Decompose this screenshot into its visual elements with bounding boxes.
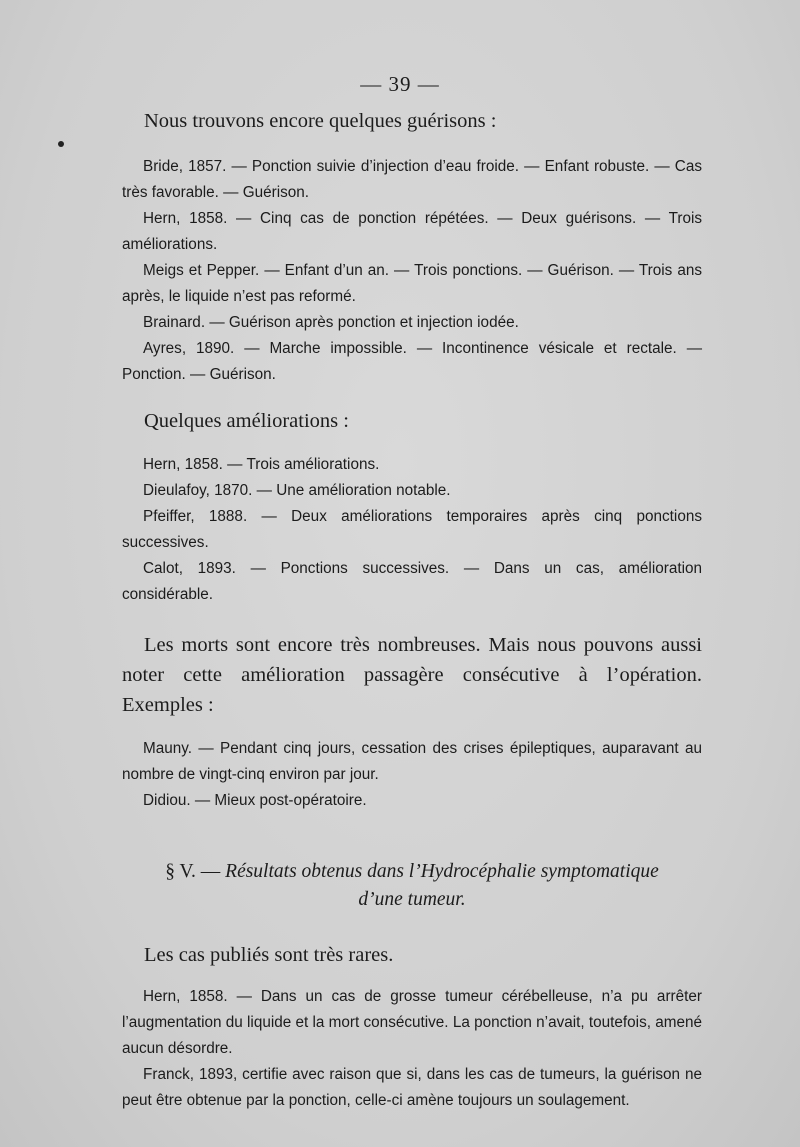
section-title-line2: d’une tumeur. xyxy=(358,889,466,910)
tumor-case-entry: Hern, 1858. — Dans un cas de grosse tumeur cérébelleuse, n’a pu arrêter l’augmentation du liquide et la mort consécutive. La ponction n’avait, toutefois, amené aucun désordre. xyxy=(122,988,702,1057)
examples-list xyxy=(122,736,702,814)
improvement-entry: Pfeiffer, 1888. — Deux améliorations temporaires après cinq ponctions successives. xyxy=(122,508,702,551)
example-entry: Mauny. — Pendant cinq jours, cessation des crises épileptiques, auparavant au nombre de vingt-cinq environ par jour. xyxy=(122,740,702,783)
cure-entry: Ayres, 1890. — Marche impossible. — Incontinence vésicale et rectale. — Ponction. — Guérison. xyxy=(122,340,702,383)
page-number: — 39 — xyxy=(360,72,440,96)
tumor-cases-list xyxy=(122,984,702,1114)
cure-entry: Hern, 1858. — Cinq cas de ponction répétées. — Deux guérisons. — Trois améliorations. xyxy=(122,210,702,253)
cure-entry: Brainard. — Guérison après ponction et injection iodée. xyxy=(143,314,519,331)
section-number: § V. — xyxy=(165,861,221,882)
tumor-case-entry: Franck, 1893, certifie avec raison que si, dans les cas de tumeurs, la guérison ne peut être obtenue par la ponction, celle-ci amène toujours un soulagement. xyxy=(122,1066,702,1109)
cure-entry: Bride, 1857. — Ponction suivie d’injection d’eau froide. — Enfant robuste. — Cas très favorable. — Guérison. xyxy=(122,158,702,201)
page-body xyxy=(122,106,702,1114)
margin-dot xyxy=(58,141,64,147)
improvement-entry: Calot, 1893. — Ponctions successives. — Dans un cas, amélioration considérable. xyxy=(122,560,702,603)
example-entry: Didiou. — Mieux post-opératoire. xyxy=(143,792,367,809)
cure-entry: Meigs et Pepper. — Enfant d’un an. — Trois ponctions. — Guérison. — Trois ans après, le liquide n’est pas reformé. xyxy=(122,262,702,305)
cures-list xyxy=(122,154,702,388)
section-title-line1: Résultats obtenus dans l’Hydrocéphalie symptomatique xyxy=(225,861,659,882)
rare-cases: Les cas publiés sont très rares. xyxy=(144,944,394,966)
improvements-intro: Quelques améliorations : xyxy=(144,410,349,432)
improvements-list xyxy=(122,452,702,608)
cures-intro: Nous trouvons encore quelques guérisons : xyxy=(144,110,497,132)
improvement-entry: Hern, 1858. — Trois améliorations. xyxy=(143,456,380,473)
deaths-paragraph: Les morts sont encore très nombreuses. Mais nous pouvons aussi noter cette amélioration passagère consécutive à l’opération. Exemples : xyxy=(122,634,702,716)
improvement-entry: Dieulafoy, 1870. — Une amélioration notable. xyxy=(143,482,451,499)
section-heading xyxy=(122,858,702,914)
